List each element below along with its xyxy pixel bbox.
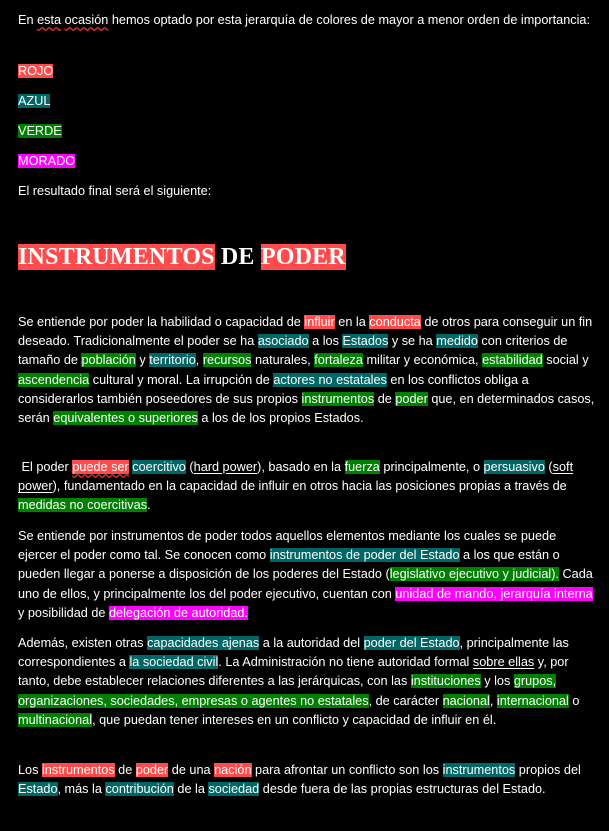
text: principalmente, o [379,460,484,474]
text: o [568,693,580,708]
text: Los [18,763,42,777]
text: de [114,763,136,777]
highlight-blue: coercitivo [132,460,186,474]
color-label-green: VERDE [18,124,62,138]
highlight-purple: delegación de autoridad. [109,605,248,620]
highlight-red: puede ser [72,460,129,474]
text: con criterios de tamaño de [18,334,568,368]
highlight-green: población [81,353,136,368]
text: en la [334,315,370,329]
text: de otros para conseguir un fin deseado. Tradicionalmente el poder se ha [18,315,593,349]
heading-word: PODER [260,244,346,270]
text: que, en determinados casos, serán [18,391,595,426]
color-item-purple [18,152,596,171]
color-item-blue [18,92,596,111]
highlight-green: nacional [442,693,490,708]
text: y posibilidad de [18,605,109,620]
highlight-blue: Estado [18,782,58,797]
text: a la autoridad del [259,636,364,650]
highlight-blue: asociado [257,334,309,349]
highlight-blue: instrumentos de poder del Estado [269,548,460,563]
spellcheck-word: ocasión [64,13,109,27]
text: naturales, [251,353,315,368]
highlight-green: fortaleza [314,353,363,368]
text: , más la [57,782,106,797]
heading-word: DE [220,244,255,270]
intro-text: En [18,13,34,27]
text: a los que están o pueden llegar a ponerse a disposición de los poderes del Estado ( [18,548,560,582]
highlight-green: grupos, organizaciones, sociedades, empresas o agentes no estatales [18,674,557,708]
text: y [135,353,150,368]
text: en los conflictos obliga a considerarlos también poseedores de sus propios [18,372,529,406]
highlight-green: equivalentes o superiores [53,411,198,426]
highlight-green: recursos [202,353,252,368]
highlight-green: ascendencia [18,372,90,387]
text-underlined: hard power [193,460,258,474]
highlight-green: fuerza [344,460,380,474]
spellcheck-word: esta [37,13,62,27]
text: de una [168,763,215,777]
text: para afrontar un conflicto son los [251,763,443,777]
text-underlined: sobre ellas [472,655,535,670]
highlight-blue: la sociedad civil [129,655,219,670]
text: militar y económica, [362,353,483,368]
text: de [374,391,396,406]
text: y los [480,674,514,689]
text: , de carácter [368,693,443,708]
highlight-red: influir [304,315,335,329]
result-line: El resultado final será el siguiente: [18,184,212,198]
text: cultural y moral. La irrupción de [89,372,274,387]
text: , que puedan tener intereses en un conflicto y capacidad de influir en él. [92,712,497,727]
text-underlined: soft power [18,460,574,494]
text: y, por tanto, debe establecer relaciones diferentes a las jerárquicas, con las [18,655,569,689]
text: desde fuera de las propias estructuras del Estado. [259,782,546,797]
highlight-green: medidas no coercitivas [18,498,148,513]
intro-paragraph [18,11,596,30]
highlight-blue: instrumentos [442,763,516,777]
highlight-green: estabilidad [482,353,543,368]
highlight-green: legislativo ejecutivo y judicial). [389,567,559,582]
color-label-blue: AZUL [18,94,51,108]
paragraph-3 [18,527,596,623]
highlight-green: poder [395,391,428,406]
highlight-green: multinacional [18,712,93,727]
text: ), basado en la [257,460,345,474]
highlight-blue: contribución [105,782,174,797]
highlight-green: instrumentos [301,391,375,406]
highlight-blue: Estados [342,334,389,349]
text: Además, existen otras [18,636,148,650]
highlight-blue: poder del Estado [363,636,460,650]
text: a los de los propios Estados. [197,411,364,426]
highlight-blue: actores no estatales [273,372,387,387]
text: ( [185,460,194,474]
text: , principalmente las correspondientes a [18,636,569,670]
text: ( [544,460,553,474]
text: Se entiende por instrumentos de poder todos aquellos elementos mediante los cuales se puede ejercer el poder como tal. Se conocen como [18,529,557,563]
highlight-blue: medido [436,334,478,349]
highlight-purple: unidad de mando, jerarquía interna [395,586,593,601]
highlight-blue: sociedad [208,782,260,797]
heading-word: INSTRUMENTOS [18,244,215,270]
text: . [147,498,151,513]
paragraph-2 [18,458,596,516]
document-heading [18,242,346,272]
highlight-blue: capacidades ajenas [147,636,260,650]
color-label-purple: MORADO [18,154,76,168]
highlight-blue: persuasivo [483,460,545,474]
text: de la [173,782,209,797]
color-label-red: ROJO [18,64,54,78]
highlight-red: poder [135,763,169,777]
color-item-red [18,62,596,81]
text: , [195,353,203,368]
highlight-red: nación [214,763,252,777]
text: Se entiende por poder la habilidad o capacidad de [18,315,305,329]
intro-text: hemos optado por esta jerarquía de colores de mayor a menor orden de importancia: [111,13,591,27]
text: ), fundamentado en la capacidad de influir en otros hacia las posiciones propias a través de [52,479,567,494]
text: Cada uno de ellos, y principalmente los del poder ejecutivo, cuentan con [18,567,593,601]
text: propios del [515,763,581,777]
color-item-green [18,122,596,141]
paragraph-5 [18,761,596,799]
text: y se ha [388,334,437,349]
highlight-blue: territorio [149,353,196,368]
text: , [489,693,497,708]
highlight-green: instituciones [410,674,481,689]
text: social y [542,353,589,368]
paragraph-4 [18,634,596,730]
highlight-green: internacional [496,693,569,708]
text: a los [308,334,343,349]
highlight-red: conducta [369,315,421,329]
highlight-red: instrumentos [41,763,115,777]
text: El poder [21,460,73,474]
text: . La Administración no tiene autoridad formal [218,655,473,670]
paragraph-1 [18,313,596,428]
